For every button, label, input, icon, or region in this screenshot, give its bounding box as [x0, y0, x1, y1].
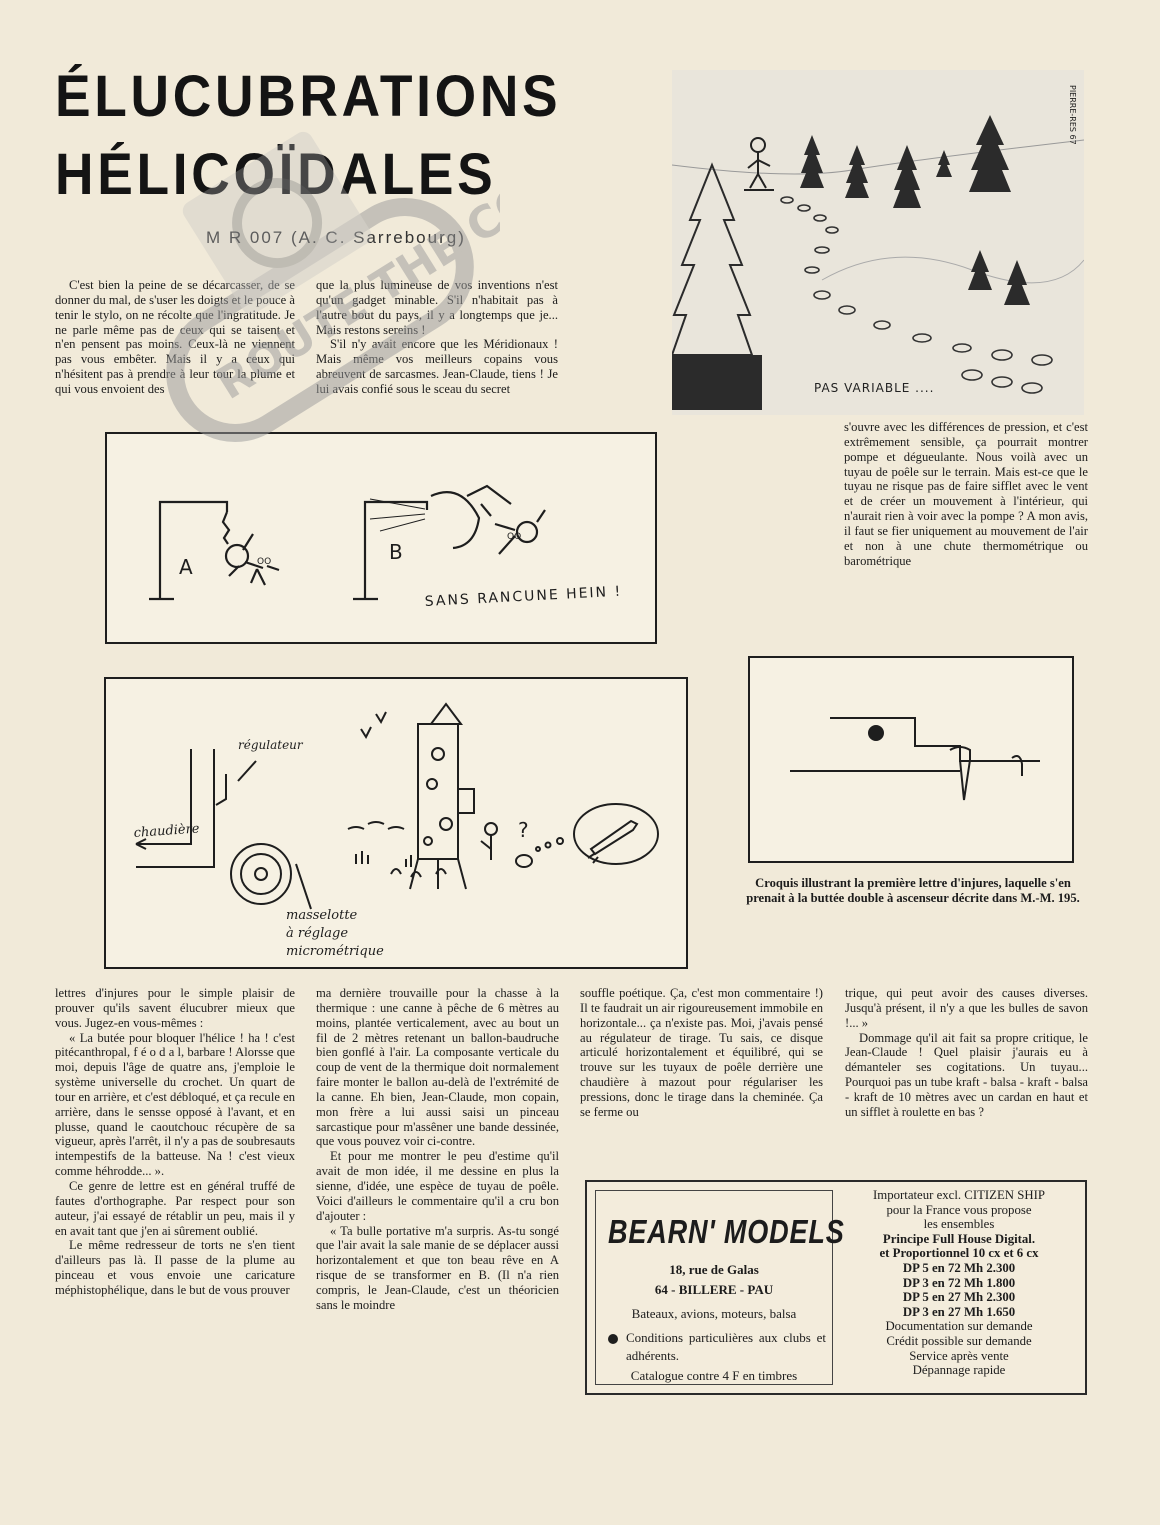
- advert-price-line: DP 3 en 27 Mh 1.650: [902, 1304, 1016, 1319]
- article-title-line1: ÉLUCUBRATIONS: [55, 64, 562, 129]
- article-title-line2: HÉLICOÏDALES: [55, 142, 497, 207]
- paragraph: lettres d'injures pour le simple plaisir de prouver qu'ils savent élucubrer mieux que vous. Jugez-en vous-mêmes :: [55, 986, 295, 1030]
- text-column-bottom-4: [845, 986, 1088, 1120]
- paragraph: s'ouvre avec les différences de pression, et c'est extrêmement sensible, ça pourrait montrer pompe et dégueulante. Nous voilà avec un tuyau de poêle sur le terrain. Mais est-ce que le tuyau ne risque pas de faire sifflet avec le vent et de créer un mouvement à l'intérieur, qui n'aurait rien à voir avec la pompe ? A mon avis, il faut se fier uniquement au mouvement de l'air et non à une chute thermométrique ou barométrique: [844, 420, 1088, 568]
- paragraph: que la plus lumineuse de vos inventions n'est qu'un gadget minable. S'il n'habitait pas à l'autre bout du pays, il y a longtemps que je... Mais restons sereins !: [316, 278, 558, 337]
- advert-line: Service après vente: [909, 1348, 1009, 1363]
- paragraph: Dommage qu'il ait fait sa propre critique, le Jean-Claude ! Quel plaisir j'aurais eu à démanteler ses cogitations. Un tuyau... Pourquoi pas un tube kraft - balsa - kraft - balsa - kraft de 10 mètres avec un cardan en haut et un sifflet à roulette en bas ?: [845, 1030, 1088, 1119]
- advert-products: Bateaux, avions, moteurs, balsa: [631, 1306, 797, 1321]
- text-column-bottom-3: [580, 986, 823, 1120]
- advert-right-column: [837, 1188, 1081, 1378]
- cartoon-regulateur: [104, 677, 688, 969]
- text-column-top-right: [844, 420, 1088, 568]
- label-masselotte-2: à réglage: [286, 926, 349, 941]
- cartoon-drawing-ab: [107, 434, 655, 642]
- advert-brand: BEARN' MODELS: [608, 1213, 845, 1250]
- artist-signature: PIERRE-RES 67: [1068, 85, 1077, 145]
- watermark-text: ROUTE THE COM: [207, 150, 500, 410]
- advert-left-box: [595, 1190, 845, 1385]
- advert-line: et Proportionnel 10 cx et 6 cx: [879, 1246, 1039, 1261]
- paragraph: trique, qui peut avoir des causes diverses. Jusqu'à présent, il n'y a que les bulles de savon !... »: [845, 986, 1088, 1030]
- paragraph: C'est bien la peine de se décarcasser, de se donner du mal, de s'user les doigts et le pouce à tenir le stylo, on ne récolte que l'ingratitude. Je ne parle même pas de ceux qui se taisent et n'en pensent pas moins. Ceux-là ne viennent pas vous embêter. Mais il y a ceux qui n'hésitent pas à prendre à leur tour la plume et qui vous envoient des: [55, 278, 295, 396]
- photo-caption-text: PAS VARIABLE ....: [814, 381, 935, 395]
- paragraph: ma dernière trouvaille pour la chasse à la thermique : une canne à pêche de 6 mètres au moins, plantée verticalement, avec au bout un fil de 2 mètres retenant un ballon-baudruche bien gonflé à l'air. La composante verticale du coup de vent de la thermique doit normalement faire monter le ballon au-delà de l'extrémité de la canne. Eh bien, Jean-Claude, mon copain, mon frère a lui aussi saisi un pinceau sarcastique pour m'assêner une bande dessinée, que vous pouvez voir ci-contre.: [316, 986, 559, 1149]
- label-b: B: [389, 540, 403, 564]
- label-regulateur: régulateur: [238, 738, 303, 752]
- snow-landscape-drawing: [672, 70, 1084, 415]
- advert-line: Documentation sur demande: [885, 1319, 1033, 1334]
- bullet-icon: [608, 1334, 618, 1344]
- bearn-models-advert: [585, 1180, 1087, 1395]
- label-masselotte-3: micrométrique: [286, 944, 384, 959]
- butee-sketch-drawing: [750, 658, 1072, 861]
- paragraph: S'il n'y avait encore que les Méridionaux ! Mais même vos meilleurs copains vous abreuvent de sarcasmes. Jean-Claude, tiens ! Je lui avais confié sous le sceau du secret: [316, 337, 558, 396]
- sketch-butee-double: [748, 656, 1074, 863]
- question-mark: ?: [518, 818, 529, 842]
- advert-address-1: 18, rue de Galas: [669, 1262, 759, 1277]
- label-a: A: [179, 555, 193, 579]
- advert-line: les ensembles: [923, 1217, 995, 1232]
- advert-price-line: DP 5 en 27 Mh 2.300: [902, 1290, 1016, 1305]
- text-column-top-middle: [316, 278, 558, 397]
- cartoon-photo: [672, 70, 1084, 415]
- paragraph: Ce genre de lettre est en général truffé de fautes d'orthographe. Par respect pour son auteur, j'ai essayé de rétablir un peu, mais il y en avait tant que j'en ai sûrement oublié.: [55, 1178, 295, 1238]
- paragraph: souffle poétique. Ça, c'est mon commentaire !) Il te faudrait un air rigoureusement immobile en horizontale... ça n'existe pas. Moi, j'avais pensé au régulateur de tirage. Tu sais, ce disque articulé horizontalement et équilibré, qui se trouve sur les tuyaux de poêle derrière une chaudière à mazout pour régulariser les pressions, donc le tirage dans la cheminée. Ça se ferme ou: [580, 986, 823, 1119]
- advert-line: Principe Full House Digital.: [882, 1231, 1036, 1246]
- advert-line: pour la France vous propose: [886, 1202, 1032, 1217]
- advert-conditions: Conditions particulières aux clubs et adhérents.: [626, 1330, 826, 1363]
- label-chaudiere: chaudière: [133, 821, 200, 841]
- sketch-caption: Croquis illustrant la première lettre d'injures, laquelle s'en prenait à la buttée double à ascenseur décrite dans M.-M. 195.: [746, 876, 1080, 905]
- text-column-top-left: [55, 278, 295, 397]
- paragraph: Le même redresseur de torts ne s'en tient d'ailleurs pas là. Il passe de la plume au pinceau et vous envoie une caricature méphistophélique, dans le but de vous prouver: [55, 1238, 295, 1297]
- advert-address-2: 64 - BILLERE - PAU: [654, 1282, 774, 1297]
- byline: M R 007 (A. C. Sarrebourg): [206, 228, 466, 247]
- paragraph: « Ta bulle portative m'a surpris. As-tu songé que l'air avait la sale manie de se déplacer aussi horizontalement et que ton beau rêve en A risque de se transformer en B. (Il n'a rien compris, le Jean-Claude, c'est un théoricien sans le moindre: [316, 1223, 559, 1312]
- advert-price-line: DP 5 en 72 Mh 2.300: [902, 1260, 1016, 1275]
- balloon-a-mark: OO: [257, 557, 272, 567]
- advert-catalogue: Catalogue contre 4 F en timbres: [630, 1368, 798, 1383]
- balloon-b-mark: OO: [507, 532, 522, 542]
- cartoon-sans-rancune: [105, 432, 657, 644]
- text-column-bottom-1: [55, 986, 295, 1298]
- advert-price-line: DP 3 en 72 Mh 1.800: [902, 1275, 1016, 1290]
- advert-line: Crédit possible sur demande: [886, 1333, 1032, 1348]
- advert-line: Dépannage rapide: [912, 1363, 1006, 1378]
- cartoon-drawing-stovepipe: [106, 679, 686, 967]
- text-column-bottom-2: [316, 986, 559, 1313]
- cartoon-caption: SANS RANCUNE HEIN !: [424, 583, 623, 610]
- advert-line: Importateur excl. CITIZEN SHIP: [872, 1188, 1045, 1202]
- paragraph: Et pour me montrer le peu d'estime qu'il avait de mon idée, il me dessine en plus la sienne, d'idée, une espèce de tuyau de poêle. Voici d'ailleurs le commentaire qu'il a cru bon d'ajouter :: [316, 1149, 559, 1223]
- paragraph: « La butée pour bloquer l'hélice ! ha ! c'est pitécanthropal, f é o d a l, barbare ! Alorsse que moi, depuis l'âge de quatre ans, j'emploie le système universelle du crochet. Un quart de tour en arrière, et c'est débloqué, et ça recule en arrière, dans le sensse opposé à l'avant, et en plusse, quand le caoutchouc récupère de sa vigueur, après l'arrêt, il n'y a pas de soubresauts intempestifs de la batteuse. Na ! c'est vieux comme héhrodde... ».: [55, 1030, 295, 1179]
- label-masselotte-1: masselotte: [286, 908, 358, 923]
